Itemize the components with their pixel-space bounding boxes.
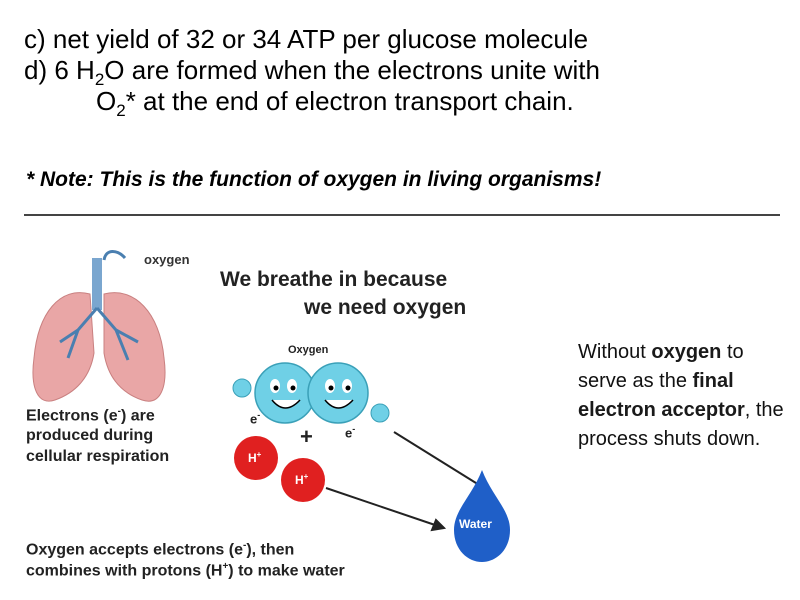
bullet-c: c) net yield of 32 or 34 ATP per glucose molecule bbox=[24, 24, 589, 54]
side-text-3: , the process shuts down. bbox=[578, 399, 784, 450]
electrons-caption-1 bbox=[26, 406, 155, 425]
electron-symbol: e bbox=[250, 411, 258, 427]
electron-label bbox=[250, 410, 260, 426]
water-label: Water bbox=[459, 517, 492, 531]
proton-label bbox=[295, 472, 308, 487]
lungs-icon bbox=[33, 252, 165, 402]
proton-symbol: H bbox=[248, 451, 257, 465]
electron-sup: - bbox=[257, 410, 261, 420]
electrons-caption-text-2: ) are bbox=[120, 407, 155, 425]
bottom-caption-text: Oxygen accepts electrons (e bbox=[26, 541, 243, 559]
bottom-caption-2 bbox=[26, 561, 345, 580]
plus-sign: + bbox=[300, 424, 313, 449]
bottom-caption-sup: - bbox=[242, 540, 247, 551]
bottom-caption-sup: + bbox=[222, 561, 229, 572]
divider bbox=[24, 214, 780, 216]
side-bold-acceptor: final electron acceptor bbox=[578, 370, 745, 421]
water-drop-icon bbox=[454, 470, 510, 562]
electrons-caption-sup: - bbox=[117, 406, 121, 417]
bullet-d-continuation bbox=[24, 86, 794, 120]
proton-sup: + bbox=[256, 450, 262, 459]
bullet-list bbox=[24, 24, 794, 120]
bottom-caption-1 bbox=[26, 540, 294, 559]
oxygen-illustration bbox=[20, 238, 560, 600]
note-text: * Note: This is the function of oxygen in living organisms! bbox=[26, 168, 602, 191]
bullet-d2-text-2: * at the end of electron transport chain. bbox=[125, 86, 574, 116]
side-text-1: Without bbox=[578, 341, 652, 363]
headline-line-1: We breathe in because bbox=[220, 268, 448, 291]
oxygen-label: oxygen bbox=[144, 252, 190, 267]
electrons-caption-2: produced during bbox=[26, 427, 154, 444]
proton-label bbox=[248, 450, 261, 465]
electron-symbol: e bbox=[345, 425, 353, 441]
headline-line-2: we need oxygen bbox=[304, 296, 467, 319]
bullet-d-text-2: O are formed when the electrons unite with bbox=[104, 55, 600, 85]
bullet-d2-subscript: 2 bbox=[116, 101, 126, 120]
side-explanation bbox=[578, 338, 793, 454]
bottom-caption-text-2: ), then bbox=[246, 541, 295, 559]
oxygen-mascot-label: Oxygen bbox=[288, 344, 329, 356]
electron-sup: - bbox=[352, 424, 356, 434]
bullet-d2-text-1: O bbox=[96, 86, 117, 116]
electron-label bbox=[345, 424, 355, 440]
electrons-caption-text: Electrons (e bbox=[26, 407, 118, 425]
bullet-d bbox=[24, 55, 794, 89]
proton-symbol: H bbox=[295, 473, 304, 487]
side-bold-oxygen: oxygen bbox=[651, 341, 722, 363]
bottom-caption-text-2: ) to make water bbox=[228, 562, 345, 580]
proton-sup: + bbox=[303, 472, 309, 481]
bullet-d-subscript: 2 bbox=[94, 70, 105, 89]
bullet-d-text-1: d) 6 H bbox=[24, 55, 95, 85]
bottom-caption-text: combines with protons (H bbox=[26, 562, 223, 580]
electrons-caption-3: cellular respiration bbox=[26, 448, 170, 465]
side-text-2: to serve as the bbox=[578, 341, 744, 392]
